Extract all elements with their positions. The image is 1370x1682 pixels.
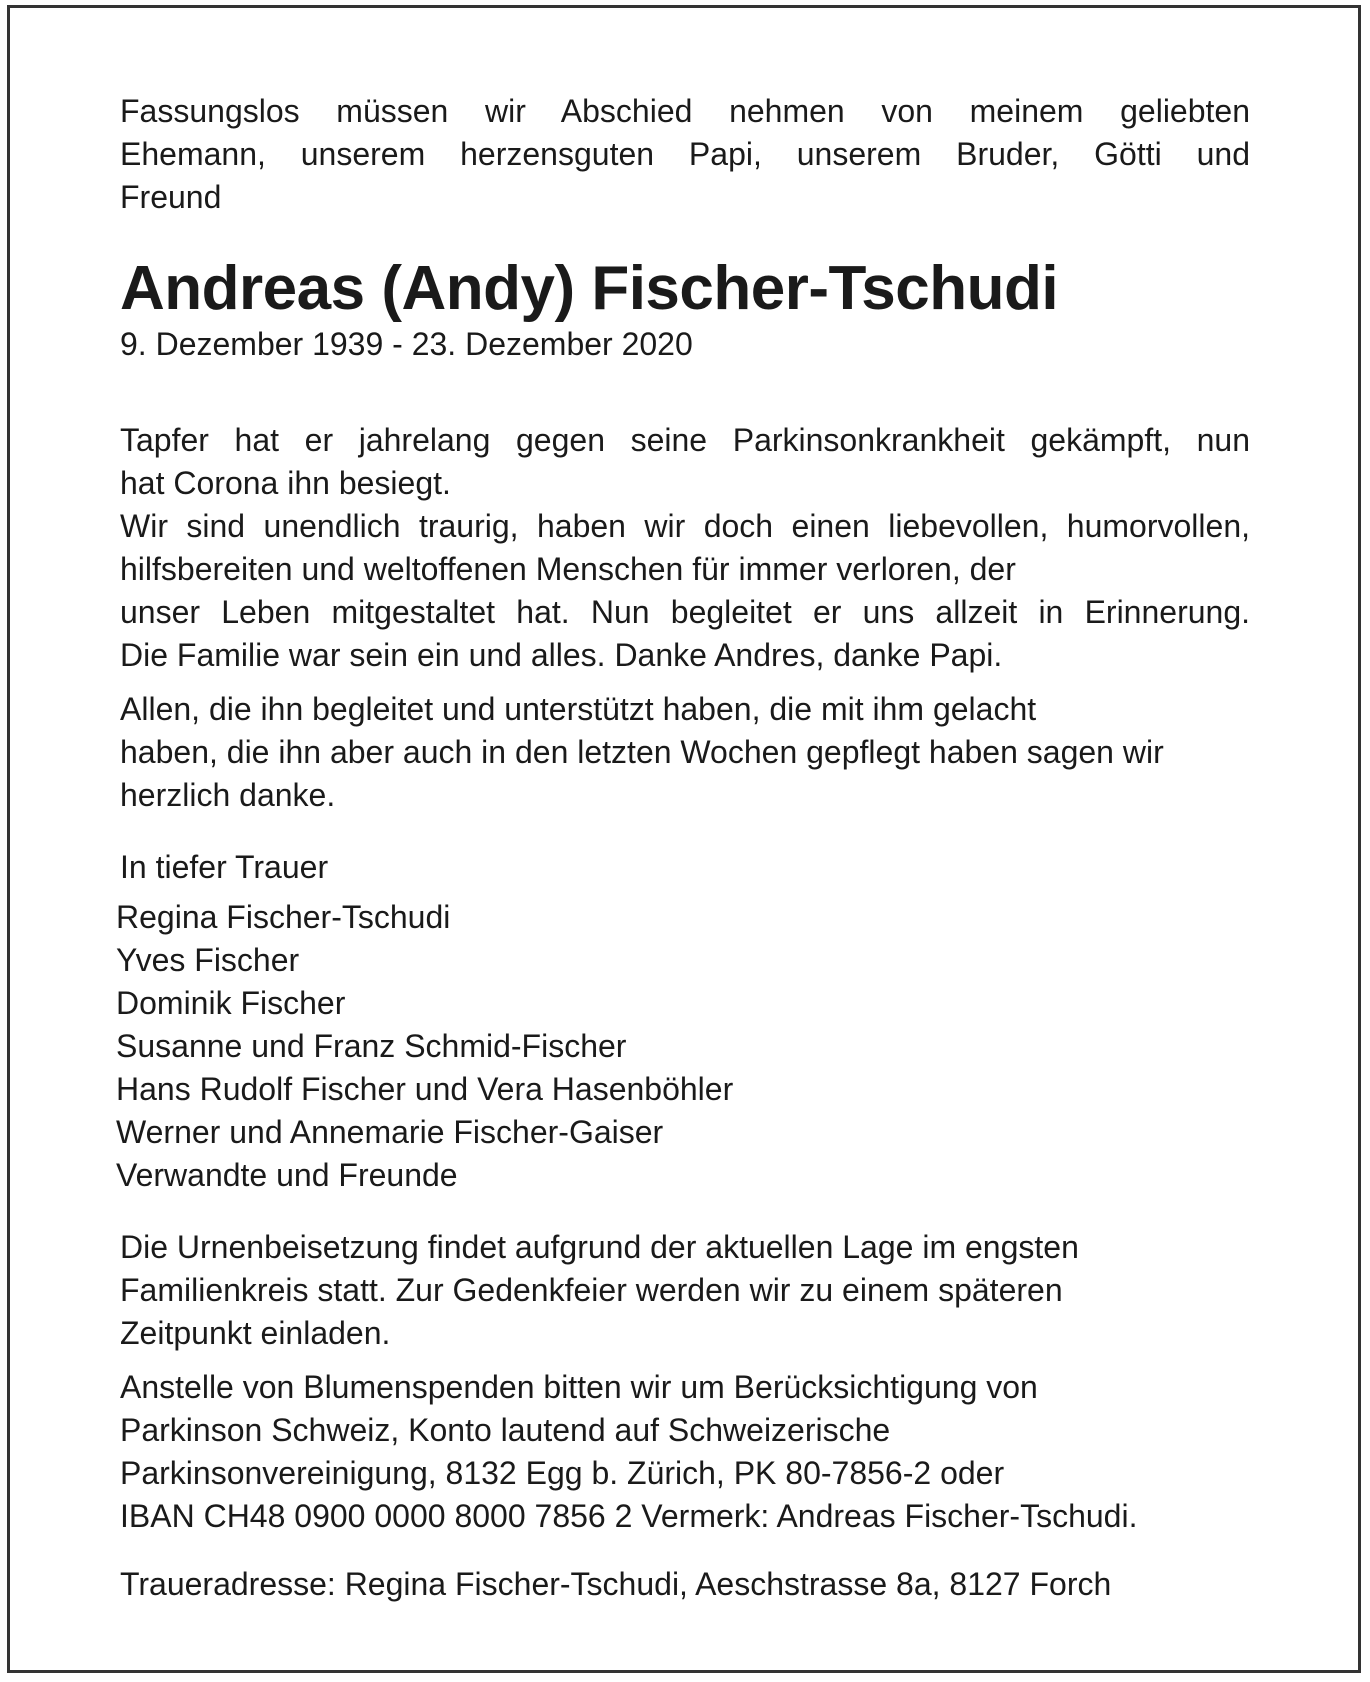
- intro-line: Fassungslos müssen wir Abschied nehmen von meinem geliebten: [120, 93, 1250, 129]
- thanks-paragraph: [120, 688, 1250, 817]
- donation-line: IBAN CH48 0900 0000 8000 7856 2 Vermerk: Andreas Fischer-Tschudi.: [120, 1498, 1138, 1534]
- signer-name: Werner und Annemarie Fischer-Gaiser: [116, 1114, 664, 1150]
- signer-name: Regina Fischer-Tschudi: [116, 899, 451, 935]
- signer-name: Hans Rudolf Fischer und Vera Hasenböhler: [116, 1071, 734, 1107]
- donation-line: Parkinsonvereinigung, 8132 Egg b. Zürich, PK 80-7856-2 oder: [120, 1455, 1005, 1491]
- life-dates: 9. Dezember 1939 - 23. Dezember 2020: [120, 326, 693, 362]
- intro-line: Ehemann, unserem herzensguten Papi, unserem Bruder, Götti und: [120, 136, 1250, 172]
- signer-name: Susanne und Franz Schmid-Fischer: [116, 1028, 627, 1064]
- tribute-line: Tapfer hat er jahrelang gegen seine Parkinsonkrankheit gekämpft, nun: [120, 422, 1250, 458]
- funeral-notice: [120, 1226, 1250, 1355]
- thanks-line: Allen, die ihn begleitet und unterstützt haben, die mit ihm gelacht: [120, 691, 1037, 727]
- thanks-line: herzlich danke.: [120, 777, 336, 813]
- funeral-line: Zeitpunkt einladen.: [120, 1315, 391, 1351]
- tribute-paragraph: [120, 419, 1250, 677]
- funeral-line: Familienkreis statt. Zur Gedenkfeier werden wir zu einem späteren: [120, 1272, 1063, 1308]
- mourning-address: Traueradresse: Regina Fischer-Tschudi, Aeschstrasse 8a, 8127 Forch: [120, 1566, 1112, 1602]
- donation-line: Parkinson Schweiz, Konto lautend auf Schweizerische: [120, 1412, 891, 1448]
- donation-notice: [120, 1366, 1250, 1538]
- intro-paragraph: [120, 90, 1250, 219]
- mourning-address-block: [120, 1563, 1250, 1606]
- tribute-line: hilfsbereiten und weltoffenen Menschen für immer verloren, der: [120, 551, 1016, 587]
- signer-name: Verwandte und Freunde: [116, 1157, 458, 1193]
- signer-name: Yves Fischer: [116, 942, 300, 978]
- tribute-line: Wir sind unendlich traurig, haben wir doch einen liebevollen, humorvollen,: [120, 508, 1250, 544]
- tribute-line: unser Leben mitgestaltet hat. Nun begleitet er uns allzeit in Erinnerung.: [120, 594, 1250, 630]
- signers-list: [116, 896, 733, 1197]
- intro-line: Freund: [120, 179, 222, 215]
- tribute-line: hat Corona ihn besiegt.: [120, 465, 451, 501]
- signer-name: Dominik Fischer: [116, 985, 346, 1021]
- funeral-line: Die Urnenbeisetzung findet aufgrund der aktuellen Lage im engsten: [120, 1229, 1079, 1265]
- tribute-line: Die Familie war sein ein und alles. Danke Andres, danke Papi.: [120, 637, 1003, 673]
- deceased-name: Andreas (Andy) Fischer-Tschudi: [120, 254, 1059, 323]
- deceased-header: [120, 254, 1250, 364]
- mourning-heading-block: [120, 846, 1250, 889]
- donation-line: Anstelle von Blumenspenden bitten wir um Berücksichtigung von: [120, 1369, 1038, 1405]
- thanks-line: haben, die ihn aber auch in den letzten Wochen gepflegt haben sagen wir: [120, 734, 1164, 770]
- mourning-heading: In tiefer Trauer: [120, 849, 329, 885]
